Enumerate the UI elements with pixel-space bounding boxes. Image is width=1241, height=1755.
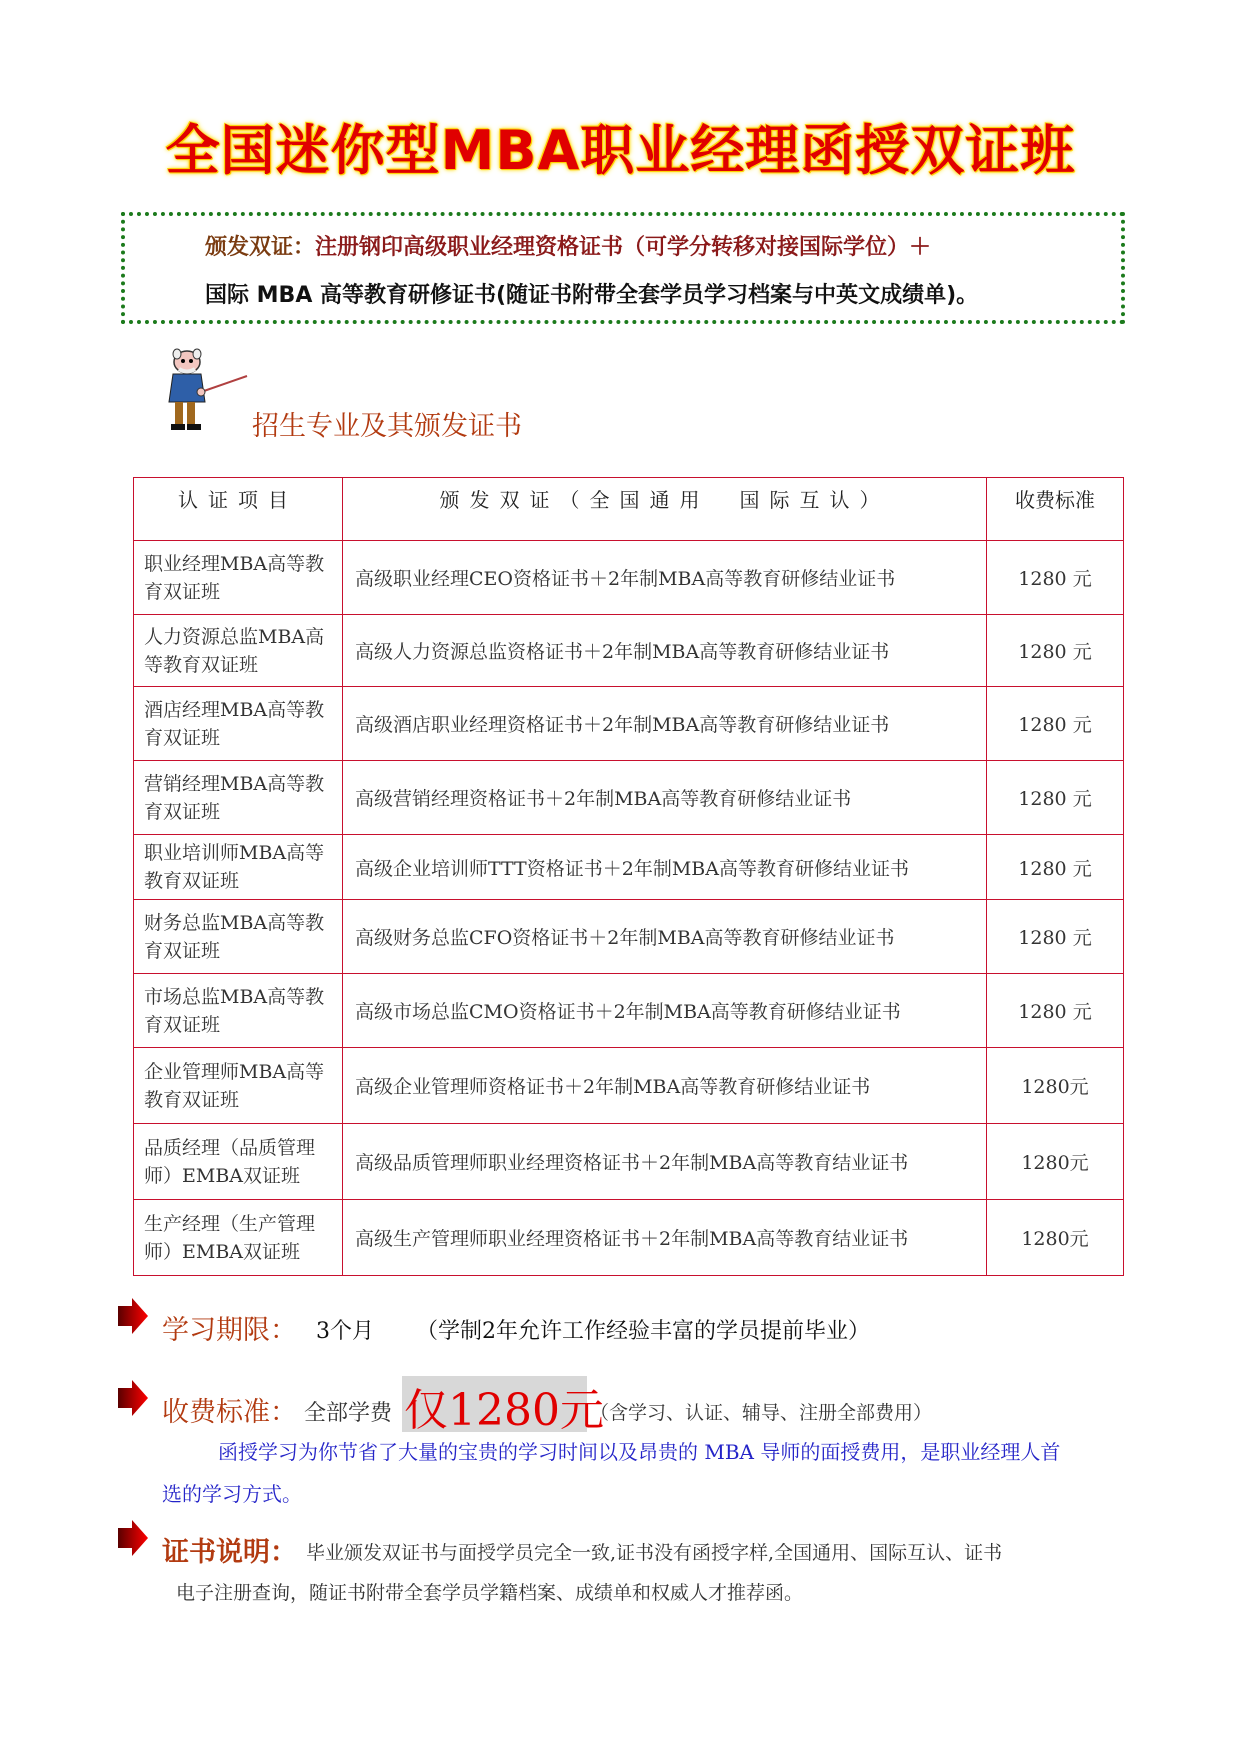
certificate-line-1: 毕业颁发双证书与面授学员完全一致,证书没有函授字样,全国通用、国际互认、证书 [306,1542,1003,1564]
cert-line-1 [205,230,931,261]
course-name: 营销经理MBA高等教育双证班 [134,761,343,835]
table-row [134,615,1124,687]
course-certificates: 高级品质管理师职业经理资格证书＋2年制MBA高等教育结业证书 [343,1124,987,1200]
fees-label: 收费标准： [162,1397,297,1428]
certificate-label: 证书说明： [162,1537,297,1568]
table-row [134,1124,1124,1200]
price-value: 仅1280元 [404,1385,604,1436]
section-heading: 招生专业及其颁发证书 [252,411,522,442]
course-name: 生产经理（生产管理师）EMBA双证班 [134,1200,343,1276]
course-name: 人力资源总监MBA高等教育双证班 [134,615,343,687]
course-certificates: 高级职业经理CEO资格证书＋2年制MBA高等教育研修结业证书 [343,541,987,615]
course-name: 酒店经理MBA高等教育双证班 [134,687,343,761]
table-row [134,541,1124,615]
certificate-line-2: 电子注册查询，随证书附带全套学员学籍档案、成绩单和权威人才推荐函。 [176,1582,804,1604]
course-name: 财务总监MBA高等教育双证班 [134,900,343,974]
table-row [134,1048,1124,1124]
course-name: 职业培训师MBA高等教育双证班 [134,835,343,900]
cert-lead: 颁发双证： [205,234,316,260]
course-fee: 1280元 [987,1124,1124,1200]
header-cert-item: 认证项目 [134,478,343,541]
red-arrow-bullet-icon [116,1518,150,1558]
course-name: 品质经理（品质管理师）EMBA双证班 [134,1124,343,1200]
header-dual-cert: 颁发双证（全国通用 国际互认） [343,478,987,541]
teacher-mascot-icon [165,346,255,434]
course-fee: 1280元 [987,1200,1124,1276]
course-certificates: 高级营销经理资格证书＋2年制MBA高等教育研修结业证书 [343,761,987,835]
cert-line-2: 国际 MBA 高等教育研修证书(随证书附带全套学员学习档案与中英文成绩单)。 [205,283,979,308]
course-certificates: 高级人力资源总监资格证书＋2年制MBA高等教育研修结业证书 [343,615,987,687]
course-fee: 1280 元 [987,615,1124,687]
red-arrow-bullet-icon [116,1378,150,1418]
courses-table [133,477,1124,1276]
header-fee: 收费标准 [987,478,1124,541]
red-arrow-bullet-icon [116,1296,150,1336]
study-period-label: 学习期限： [162,1315,297,1346]
course-name: 企业管理师MBA高等教育双证班 [134,1048,343,1124]
table-row [134,761,1124,835]
page-title: 全国迷你型MBA职业经理函授双证班 [165,119,1076,182]
course-fee: 1280 元 [987,900,1124,974]
course-fee: 1280元 [987,1048,1124,1124]
table-row [134,687,1124,761]
fees-description-line-2: 选的学习方式。 [162,1482,302,1506]
course-certificates: 高级酒店职业经理资格证书＋2年制MBA高等教育研修结业证书 [343,687,987,761]
course-fee: 1280 元 [987,835,1124,900]
study-period-value: 3个月 [316,1319,374,1344]
course-fee: 1280 元 [987,541,1124,615]
table-header-row [134,478,1124,541]
course-fee: 1280 元 [987,761,1124,835]
study-period-note: （学制2年允许工作经验丰富的学员提前毕业） [416,1319,870,1344]
course-fee: 1280 元 [987,687,1124,761]
course-name: 职业经理MBA高等教育双证班 [134,541,343,615]
course-certificates: 高级企业培训师TTT资格证书＋2年制MBA高等教育研修结业证书 [343,835,987,900]
course-certificates: 高级企业管理师资格证书＋2年制MBA高等教育研修结业证书 [343,1048,987,1124]
table-row [134,835,1124,900]
fees-note: （含学习、认证、辅导、注册全部费用） [590,1402,933,1424]
course-certificates: 高级市场总监CMO资格证书＋2年制MBA高等教育研修结业证书 [343,974,987,1048]
table-row [134,900,1124,974]
course-fee: 1280 元 [987,974,1124,1048]
dual-certificate-box [121,212,1125,324]
table-row [134,1200,1124,1276]
course-certificates: 高级财务总监CFO资格证书＋2年制MBA高等教育研修结业证书 [343,900,987,974]
cert-line-1-text: 注册钢印高级职业经理资格证书（可学分转移对接国际学位）＋ [315,234,932,260]
fees-description-line-1: 函授学习为你节省了大量的宝贵的学习时间以及昂贵的 MBA 导师的面授费用，是职业经理人首 [218,1440,1061,1464]
table-row [134,974,1124,1048]
fees-prefix: 全部学费 [304,1401,393,1426]
course-name: 市场总监MBA高等教育双证班 [134,974,343,1048]
course-certificates: 高级生产管理师职业经理资格证书＋2年制MBA高等教育结业证书 [343,1200,987,1276]
